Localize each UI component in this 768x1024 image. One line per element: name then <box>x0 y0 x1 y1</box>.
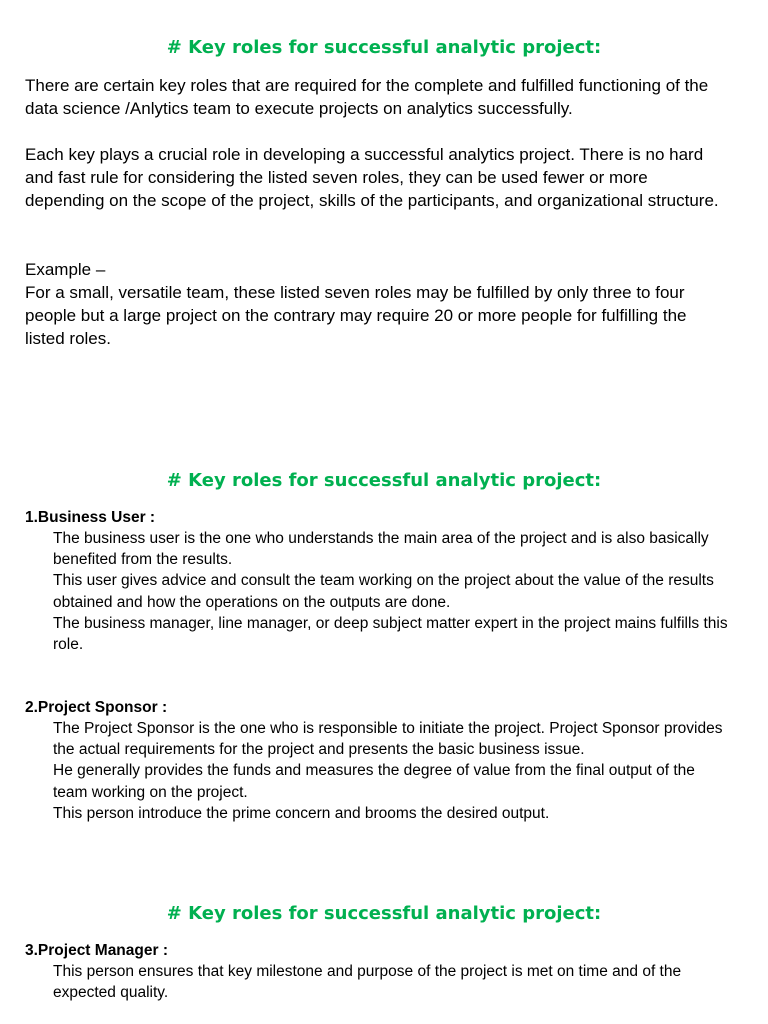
section-1-heading: # Key roles for successful analytic project: <box>166 37 602 58</box>
role-body-project-manager <box>53 961 733 1003</box>
role-body-project-sponsor <box>53 718 733 824</box>
role-line: The business user is the one who understands the main area of the project and is also basically benefited from the results. <box>53 530 709 569</box>
section-1-example <box>25 258 725 350</box>
example-paragraph: For a small, versatile team, these listed seven roles may be fulfilled by only three to four people but a large project on the contrary may require 20 or more people for fulfilling the listed roles. <box>25 283 687 348</box>
intro-paragraph-1: There are certain key roles that are required for the complete and fulfilled functioning of the data science /Anlytics team to execute projects on analytics successfully. <box>25 76 709 118</box>
example-label: Example – <box>25 260 106 279</box>
role-body-business-user <box>53 528 733 655</box>
section-3-heading: # Key roles for successful analytic project: <box>166 903 602 924</box>
role-line: This person ensures that key milestone and purpose of the project is met on time and of the expected quality. <box>53 963 682 1002</box>
role-line: The Project Sponsor is the one who is responsible to initiate the project. Project Sponsor provides the actual requirements for the project and presents the basic business issue. <box>53 720 723 759</box>
section-1-intro <box>25 74 725 120</box>
role-title-project-sponsor: 2.Project Sponsor : <box>25 699 168 716</box>
section-2-heading: # Key roles for successful analytic project: <box>166 470 602 491</box>
intro-paragraph-2: Each key plays a crucial role in developing a successful analytics project. There is no hard and fast rule for considering the listed seven roles, they can be used fewer or more depending on the scope of the project, skills of the participants, and organizational structure. <box>25 145 719 210</box>
role-title-business-user: 1.Business User : <box>25 509 156 526</box>
role-line: This person introduce the prime concern and brooms the desired output. <box>53 804 550 822</box>
role-line: This user gives advice and consult the team working on the project about the value of the results obtained and how the operations on the outputs are done. <box>53 572 714 611</box>
section-1-body <box>25 143 725 212</box>
role-line: The business manager, line manager, or deep subject matter expert in the project mains fulfills this role. <box>53 614 728 654</box>
role-title-project-manager: 3.Project Manager : <box>25 942 168 959</box>
role-line: He generally provides the funds and measures the degree of value from the final output of the team working on the project. <box>53 762 695 801</box>
